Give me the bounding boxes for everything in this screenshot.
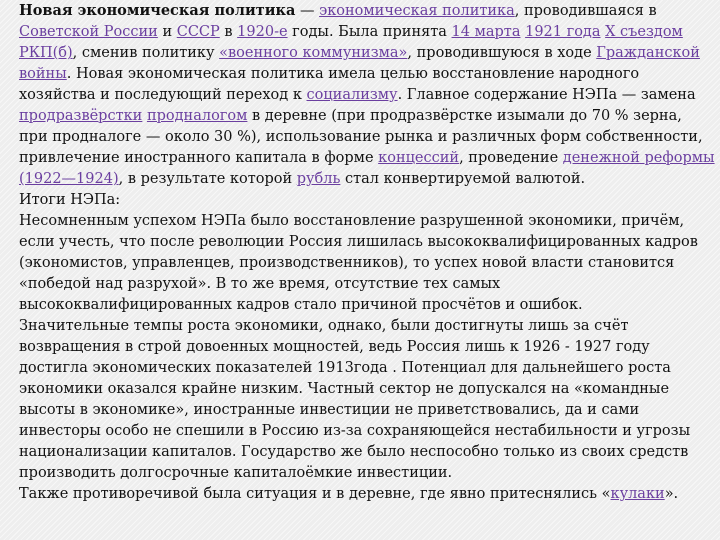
paragraph-success: Несомненным успехом НЭПа было восстановление разрушенной экономики, причём, если учесть, что после революции Россия лишилась высококвалифицированных кадров (экономистов, управленцев, производственников), то успех новой власти становится «победой над разрухой». В то же время, отсутствие тех самых высококвалифицированных кадров стало причиной просчётов и ошибок. [19,213,698,313]
link-ruble[interactable]: рубль [296,171,341,187]
text-run: в [219,24,238,40]
link-1921-year[interactable]: 1921 года [525,24,601,40]
link-1920s[interactable]: 1920-е [237,24,288,40]
text-run: , в результате которой [118,171,297,187]
text-run: стал конвертируемой валютой. [340,171,586,187]
paragraph-results-heading: Итоги НЭПа: [19,192,121,208]
slide-body [19,0,715,505]
text-run: . Главное содержание НЭПа — замена [397,87,696,103]
link-ussr[interactable]: СССР [176,24,220,40]
link-concessions[interactable]: концессий [378,150,460,166]
text-run: , проведение [459,150,563,166]
text-run: и [157,24,177,40]
paragraph-intro [19,0,715,190]
paragraph-village [19,484,715,505]
link-prodnalog[interactable]: продналогом [146,108,248,124]
paragraph-growth: Значительные темпы роста экономики, однако, были достигнуты лишь за счёт возвращения в строй довоенных мощностей, ведь Россия лишь к 1926 - 1927 году достигла экономических показателей 1913года . Потенциал для дальнейшего роста экономики оказался крайне низким. Частный сектор не допускался на «командные высоты в экономике», иностранные инвестиции не приветствовались, да и сами инвесторы особо не спешили в Россию из-за сохраняющейся нестабильности и угрозы национализации капиталов. Государство же было неспособно только из своих средств производить долгосрочные капиталоёмкие инвестиции. [19,318,691,481]
link-monetary-reform[interactable]: денежной реформы [562,150,715,166]
text-run: , проводившуюся в ходе [407,45,597,61]
link-socialism[interactable]: социализму [306,87,398,103]
link-14-march[interactable]: 14 марта [451,24,521,40]
link-civil-war[interactable]: Гражданской войны [19,45,700,82]
text-run: , проводившаяся в [514,3,657,19]
link-reform-years[interactable]: (1922—1924) [19,171,119,187]
link-war-communism[interactable]: «военного коммунизма» [219,45,408,61]
link-kulaks[interactable]: кулаки [610,486,665,502]
text-run: . Новая экономическая политика имела целью восстановление народного хозяйства и последующий переход к [19,66,640,103]
text-run: ». [664,486,679,502]
text-run: в деревне (при продразвёрстке изымали до 70 % зерна, при продналоге — около 30 %), использование рынка и различных форм собственности, привлечение иностранного капитала в форме [19,108,703,166]
link-soviet-russia[interactable]: Советской России [19,24,158,40]
text-run: — [295,3,320,19]
text-run: годы. Была принята [287,24,452,40]
term-title: Новая экономическая политика [19,2,296,19]
text-run: , сменив политику [72,45,220,61]
text-run: Также противоречивой была ситуация и в деревне, где явно притеснялись « [19,486,611,502]
link-prodrazverstka[interactable]: продразвёрстки [19,108,143,124]
link-economic-policy[interactable]: экономическая политика [319,3,515,19]
link-x-congress[interactable]: X съездом РКП(б) [19,24,683,61]
